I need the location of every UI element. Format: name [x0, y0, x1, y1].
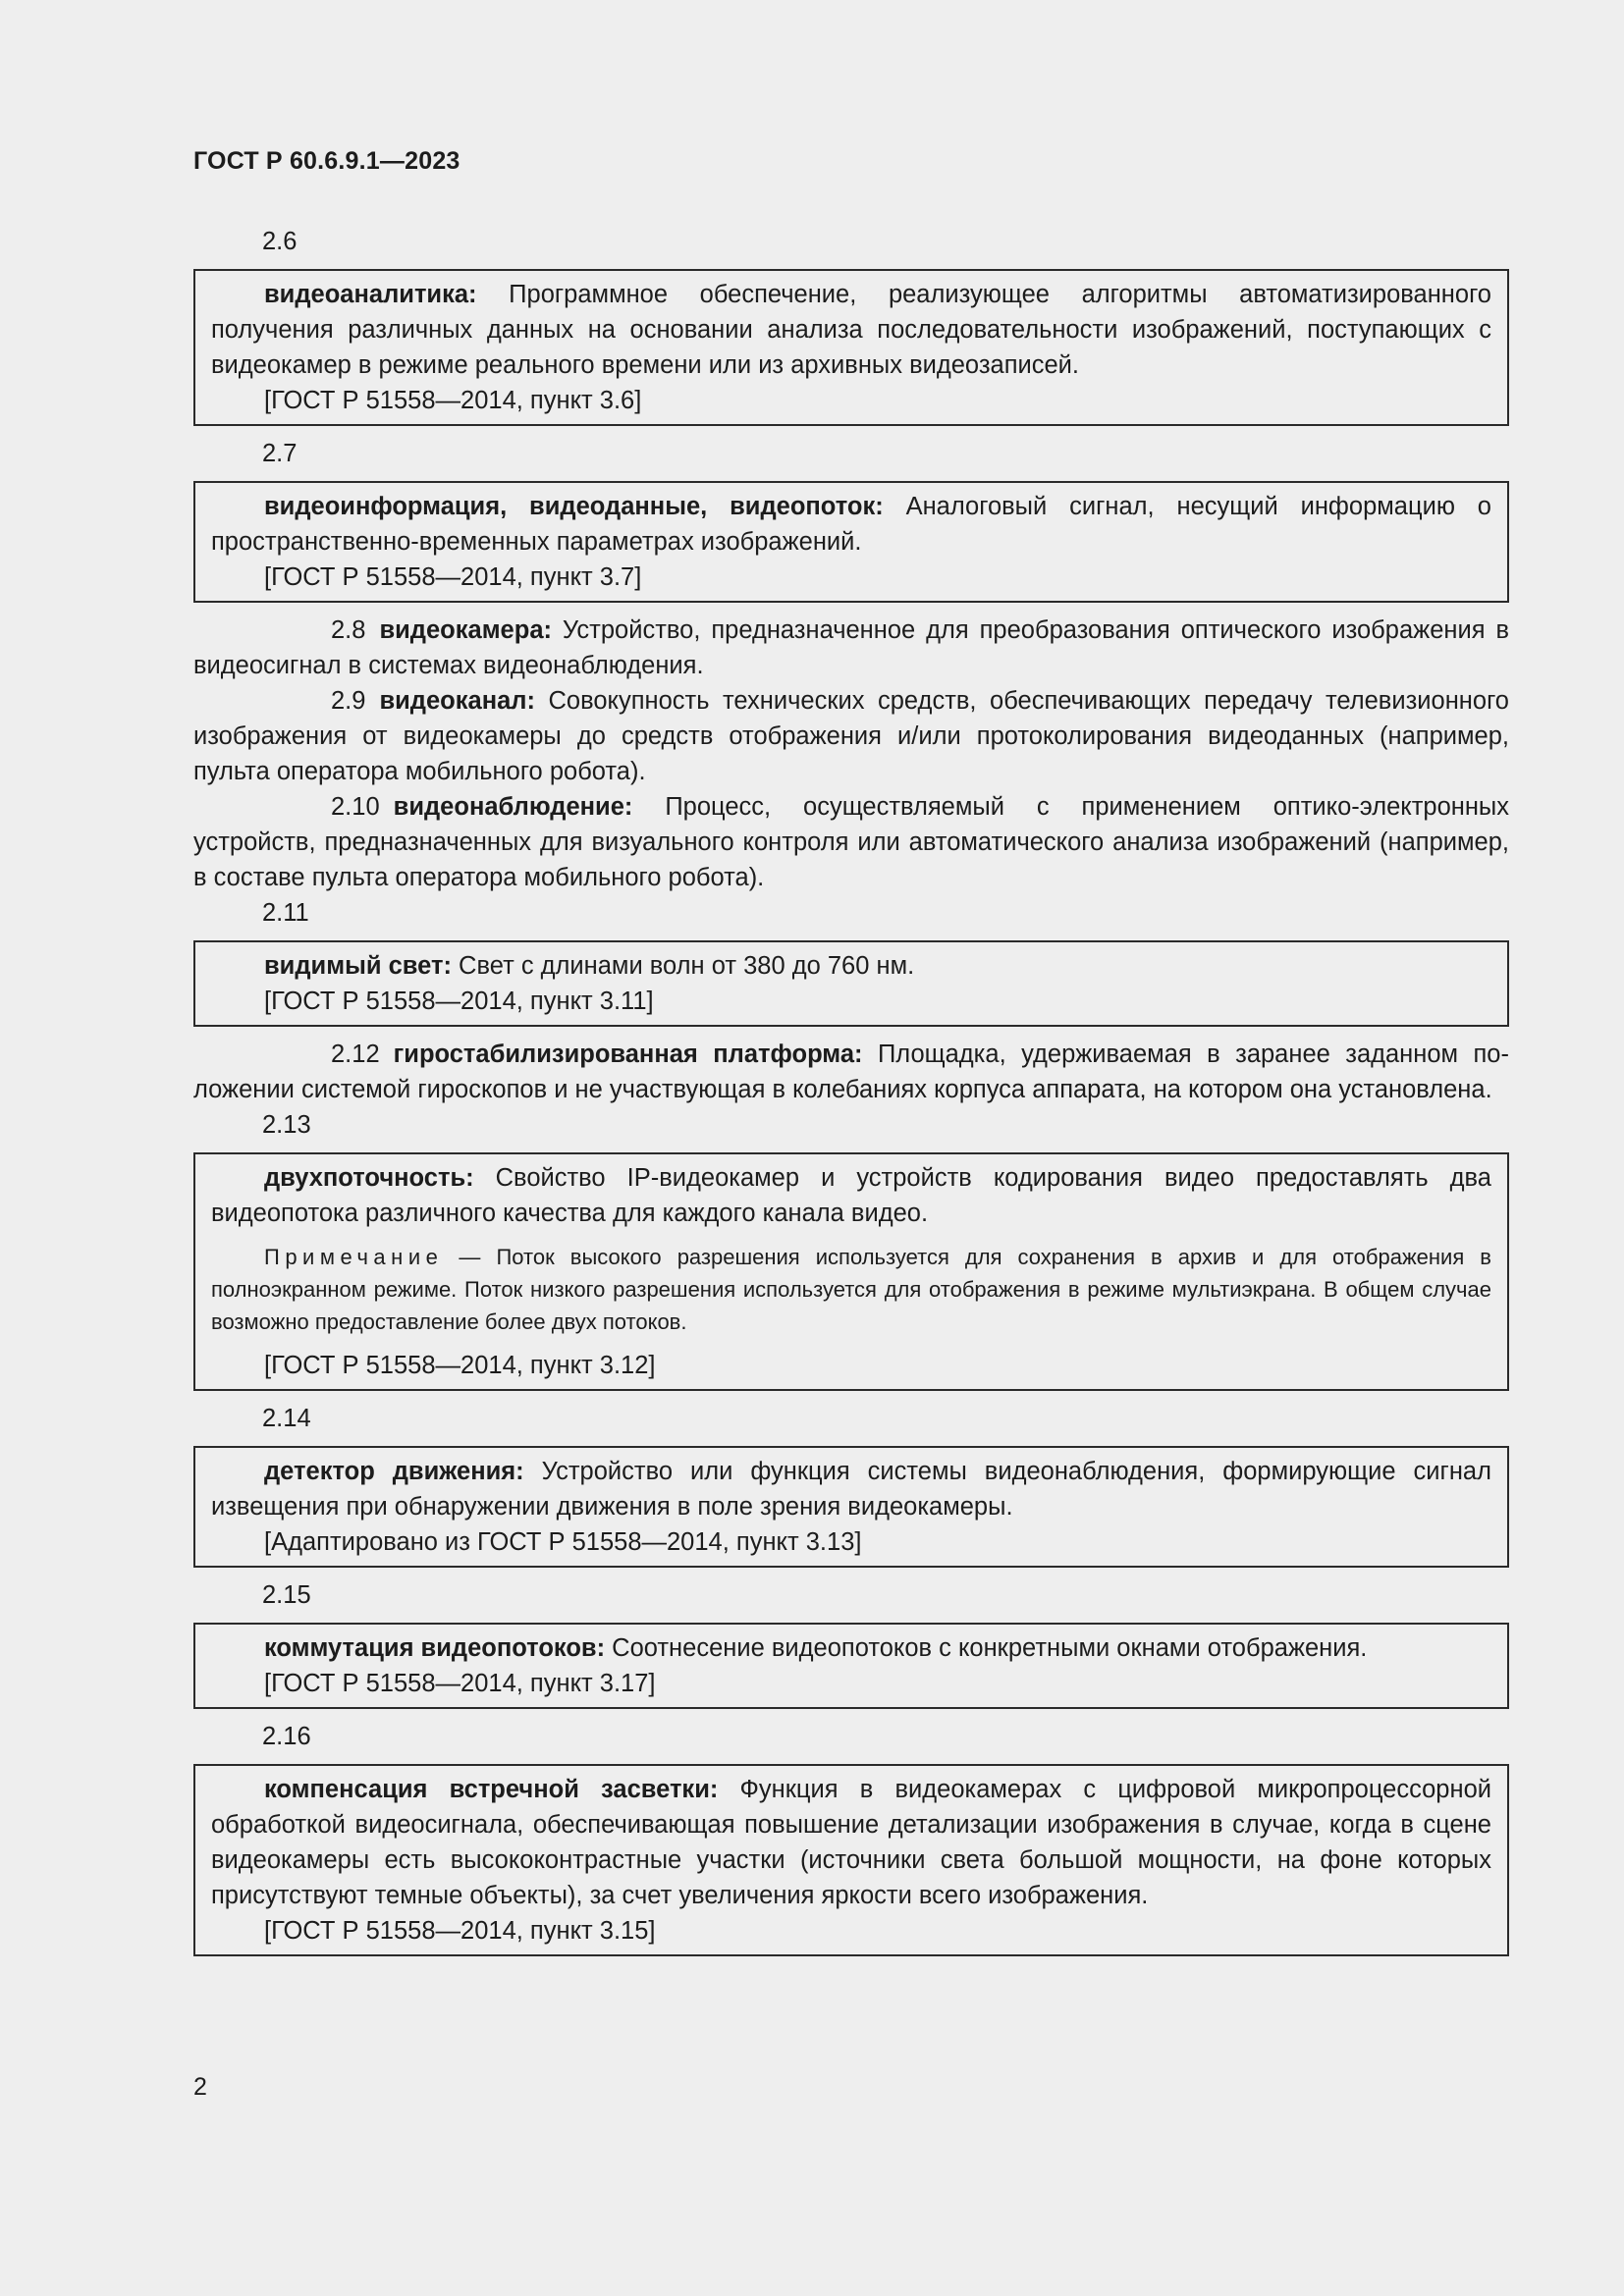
definition-text	[211, 277, 1491, 383]
term: компенсация встречной засветки:	[264, 1776, 719, 1803]
entry-number: 2.6	[262, 228, 298, 255]
term: видеоканал:	[379, 687, 535, 715]
definition: Процесс, осуществляемый с применением оптико-электронных устройств, предназначенных для визуального контроля или автоматического анализа изображений (например, в составе пульта оператора мобильного робота).	[193, 793, 1509, 891]
term: видеокамера:	[379, 616, 552, 644]
definition-text	[211, 948, 1491, 984]
definition-text	[211, 1772, 1491, 1913]
definition: Функция в видеокамерах с цифровой микропроцессорной обработкой видеосигнала, обеспечивающая повышение детализации изображения в случае, когда в сцене видеокамеры есть высококонтрастные участки (источники света большой мощности, на фоне которых присутствуют темные объекты), за счет увеличения яркости всего изображения.	[211, 1776, 1491, 1909]
definition-box	[193, 481, 1509, 603]
definition: Программное обеспечение, реализующее алгоритмы автоматизированного получения различных данных на основании анализа последовательности изображений, поступающих с видеокамер в режиме реального времени или из архивных видеозаписей.	[211, 281, 1491, 379]
term: видеонаблюдение:	[393, 793, 633, 821]
source-reference: [ГОСТ Р 51558—2014, пункт 3.11]	[264, 988, 654, 1015]
definition-box	[193, 940, 1509, 1027]
definition-paragraph	[193, 613, 1509, 683]
term: детектор движения:	[264, 1458, 524, 1485]
definition-text	[211, 1630, 1491, 1666]
definition: Аналоговый сигнал, несущий информацию о пространственно-временных параметрах изображений.	[211, 493, 1491, 556]
definition-text	[211, 489, 1491, 560]
definition: Соотнесение видеопотоков с конкретными окнами отображения.	[605, 1634, 1368, 1662]
definition: Устройство, предназначенное для преобразования оптического изображения в видеосигнал в системах видеонаблюдения.	[193, 616, 1509, 679]
entry-number: 2.16	[262, 1723, 311, 1750]
page-number: 2	[193, 2073, 207, 2101]
entry-number: 2.10	[331, 793, 380, 821]
entry-number: 2.7	[262, 440, 298, 467]
entry-number: 2.8	[331, 616, 366, 644]
source-reference: [ГОСТ Р 51558—2014, пункт 3.12]	[264, 1352, 656, 1379]
entry-number: 2.11	[262, 899, 309, 927]
definition-paragraph	[193, 789, 1509, 895]
source-reference: [ГОСТ Р 51558—2014, пункт 3.17]	[264, 1670, 656, 1697]
term: видеоинформация, видеоданные, видеопоток:	[264, 493, 884, 520]
source-reference: [ГОСТ Р 51558—2014, пункт 3.6]	[264, 387, 642, 414]
definition-box	[193, 269, 1509, 426]
source-reference: [Адаптировано из ГОСТ Р 51558—2014, пункт 3.13]	[264, 1528, 862, 1556]
term: гиростабилизированная платформа:	[393, 1041, 863, 1068]
term: двухпоточность:	[264, 1164, 474, 1192]
term: коммутация видеопотоков:	[264, 1634, 606, 1662]
definition-text	[211, 1454, 1491, 1524]
source-reference: [ГОСТ Р 51558—2014, пункт 3.15]	[264, 1917, 656, 1945]
note-text: — Поток высокого разрешения используется для сохранения в архив и для отображения в полноэкранном режиме. Поток низкого разрешения используется для отображения в режиме мультиэкрана. В общем случае возможно предоставление более двух потоков.	[211, 1245, 1491, 1334]
entry-number: 2.13	[262, 1111, 311, 1139]
entry-number: 2.15	[262, 1581, 311, 1609]
definition: Свет с длинами волн от 380 до 760 нм.	[451, 952, 915, 980]
definition-paragraph	[193, 683, 1509, 789]
document-header: ГОСТ Р 60.6.9.1—2023	[193, 147, 460, 175]
entry-number: 2.12	[331, 1041, 380, 1068]
definition-box	[193, 1446, 1509, 1568]
term: видимый свет:	[264, 952, 452, 980]
document-content	[193, 224, 1509, 1966]
term: видеоаналитика:	[264, 281, 477, 308]
note	[211, 1241, 1491, 1338]
source-reference: [ГОСТ Р 51558—2014, пункт 3.7]	[264, 563, 642, 591]
entry-number: 2.14	[262, 1405, 311, 1432]
definition-box	[193, 1764, 1509, 1956]
definition-paragraph	[193, 1037, 1509, 1107]
definition: Совокупность технических средств, обеспечивающих передачу телевизионного изображения от видеокамеры до средств отображения и/или протоколирования видеоданных (например, пульта оператора мобильного робота).	[193, 687, 1509, 785]
definition-text	[211, 1160, 1491, 1231]
note-label: Примечание	[264, 1245, 444, 1269]
definition: Площадка, удерживаемая в заранее заданном положении системой гироскопов и не участвующая в колебаниях корпуса аппарата, на котором она установлена.	[193, 1041, 1509, 1103]
entry-number: 2.9	[331, 687, 366, 715]
definition-box	[193, 1152, 1509, 1391]
definition: Свойство IP-видеокамер и устройств кодирования видео предоставлять два видеопотока различного качества для каждого канала видео.	[211, 1164, 1491, 1227]
definition: Устройство или функция системы видеонаблюдения, формирующие сигнал извещения при обнаружении движения в поле зрения видеокамеры.	[211, 1458, 1491, 1521]
definition-box	[193, 1623, 1509, 1709]
